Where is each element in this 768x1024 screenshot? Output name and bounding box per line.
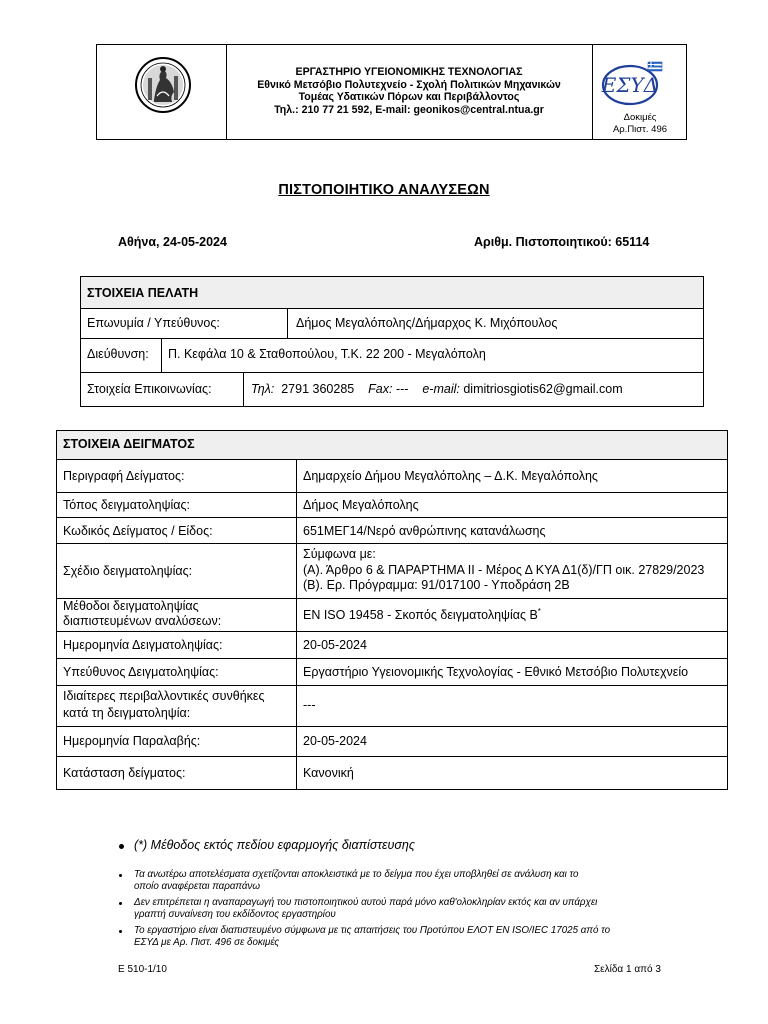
note-item (134, 897, 597, 921)
client-name-value: Δήμος Μεγαλόπολης/Δήμαρχος Κ. Μιχόπουλος (296, 316, 558, 330)
lab-contact: Τηλ.: 210 77 21 592, E-mail: geonikos@central.ntua.gr (274, 103, 544, 116)
value-line: Σύμφωνα με: (303, 547, 376, 561)
sample-row-label: Κατάσταση δείγματος: (63, 766, 186, 780)
label-line: κατά τη δειγματοληψία: (63, 706, 191, 720)
accreditation-number: Αρ.Πιστ. 496 (612, 124, 668, 135)
note-line: γραπτή συναίνεση του εκδίδοντος εργαστηρίου (134, 909, 336, 920)
table-rule (80, 308, 704, 309)
sample-row-label: Σχέδιο δειγματοληψίας: (63, 564, 193, 578)
label-line: Μέθοδοι δειγματοληψίας (63, 599, 199, 613)
sample-row-label (63, 599, 221, 629)
value-line: (Α). Άρθρο 6 & ΠΑΡΑΡΤΗΜΑ ΙΙ - Μέρος Δ ΚΥΑ Δ1(δ)/ΓΠ οικ. 27829/2023 (303, 562, 705, 577)
sample-row-value (303, 547, 704, 594)
table-rule (161, 338, 162, 372)
sample-row-value: 20-05-2024 (303, 638, 367, 652)
bullet-icon (119, 844, 124, 849)
table-rule (56, 631, 728, 632)
table-rule (56, 726, 728, 727)
note-line: ΕΣΥΔ με Αρ. Πιστ. 496 σε δοκιμές (134, 937, 280, 948)
sample-row-value: Δημαρχείο Δήμου Μεγαλόπολης – Δ.Κ. Μεγαλόπολης (303, 469, 598, 483)
institution-name: Εθνικό Μετσόβιο Πολυτεχνείο - Σχολή Πολιτικών Μηχανικών (257, 78, 561, 91)
table-rule (56, 517, 728, 518)
client-section-title: ΣΤΟΙΧΕΙΑ ΠΕΛΑΤΗ (87, 286, 199, 300)
sample-row-label: Περιγραφή Δείγματος: (63, 469, 185, 483)
method-note: (*) Μέθοδος εκτός πεδίου εφαρμογής διαπίστευσης (134, 838, 415, 852)
client-contact-value (251, 382, 623, 396)
sample-row-value (303, 607, 541, 622)
client-address-value: Π. Κεφάλα 10 & Σταθοπούλου, Τ.Κ. 22 200 - Μεγαλόπολη (168, 347, 486, 361)
accreditation-caption: Δοκιμές (623, 112, 657, 123)
sample-row-value: --- (303, 698, 316, 712)
lab-name: ΕΡΓΑΣΤΗΡΙΟ ΥΓΕΙΟΝΟΜΙΚΗΣ ΤΕΧΝΟΛΟΓΙΑΣ (295, 66, 523, 78)
sample-row-value: Δήμος Μεγαλόπολης (303, 498, 419, 512)
fax-value: --- (395, 382, 409, 396)
department-name: Τομέας Υδατικών Πόρων και Περιβάλλοντος (298, 91, 520, 104)
page-number: Σελίδα 1 από 3 (594, 964, 661, 975)
letterhead-divider (226, 44, 227, 140)
table-rule (287, 308, 288, 338)
tel-label: Τηλ: (251, 382, 275, 396)
lab-identity-block (228, 66, 590, 116)
sample-row-value: Εργαστήριο Υγειονομικής Τεχνολογίας - Εθνικό Μετσόβιο Πολυτεχνείο (303, 665, 689, 679)
sample-row-value: 20-05-2024 (303, 734, 367, 748)
note-line: Το εργαστήριο είναι διαπιστευμένο σύμφωνα με τις απαιτήσεις του Προτύπου ΕΛΟΤ ΕΝ ISO/IEC 17025 από το (134, 925, 611, 936)
accreditation-caption-block (594, 112, 686, 136)
form-code: E 510-1/10 (118, 964, 167, 975)
table-rule (56, 685, 728, 686)
note-item (134, 869, 579, 893)
bullet-icon (119, 874, 122, 877)
sample-row-value: 651ΜΕΓ14/Νερό ανθρώπινης κατανάλωσης (303, 524, 546, 538)
sample-row-label: Κωδικός Δείγματος / Είδος: (63, 524, 213, 538)
esyd-logo-text: ΕΣΥΔ (601, 73, 659, 97)
note-line: Τα ανωτέρω αποτελέσματα σχετίζονται αποκλειστικά με το δείγμα που έχει υποβληθεί σε ανάλυση και το (134, 869, 579, 880)
sample-row-label: Ημερομηνία Δειγματοληψίας: (63, 638, 223, 652)
sample-row-label: Υπεύθυνος Δειγματοληψίας: (63, 665, 219, 679)
fax-label: Fax: (368, 382, 393, 396)
client-address-label: Διεύθυνση: (87, 347, 149, 361)
sample-section-title: ΣΤΟΙΧΕΙΑ ΔΕΙΓΜΑΤΟΣ (63, 437, 195, 451)
document-title: ΠΙΣΤΟΠΟΙΗΤΙΚΟ ΑΝΑΛΥΣΕΩΝ (278, 182, 490, 198)
method-footnote-mark: * (537, 607, 541, 616)
certificate-number: Αριθμ. Πιστοποιητικού: 65114 (474, 235, 650, 249)
esyd-accreditation-logo (600, 60, 666, 106)
table-rule (243, 372, 244, 407)
table-rule (296, 459, 297, 790)
table-rule (56, 459, 728, 460)
label-line: διαπιστευμένων αναλύσεων: (63, 614, 222, 628)
sample-row-label: Ημερομηνία Παραλαβής: (63, 734, 201, 748)
table-rule (56, 756, 728, 757)
method-value: EN ISO 19458 - Σκοπός δειγματοληψίας Β (303, 608, 538, 623)
table-rule (80, 338, 704, 339)
sample-row-value: Κανονική (303, 766, 354, 780)
note-line: Δεν επιτρέπεται η αναπαραγωγή του πιστοποιητικού αυτού παρά μόνο καθ'ολοκληρίαν εκτός και αν υπάρχει (134, 897, 598, 908)
table-rule (56, 543, 728, 544)
note-item (134, 925, 610, 949)
sample-row-label (63, 688, 265, 722)
bullet-icon (119, 902, 122, 905)
label-line: Ιδιαίτερες περιβαλλοντικές συνθήκες (63, 689, 265, 703)
table-rule (56, 658, 728, 659)
client-name-label: Επωνυμία / Υπεύθυνος: (87, 316, 220, 330)
tel-value: 2791 360285 (281, 382, 355, 396)
client-contact-label: Στοιχεία Επικοινωνίας: (87, 382, 212, 396)
letterhead-divider (592, 44, 593, 140)
bullet-icon (119, 930, 122, 933)
email-label: e-mail: (422, 382, 460, 396)
table-rule (56, 492, 728, 493)
value-line: (Β). Ερ. Πρόγραμμα: 91/017100 - Υποδράση 2Β (303, 578, 570, 592)
university-seal-logo (134, 56, 192, 114)
issue-date: Αθήνα, 24-05-2024 (118, 235, 227, 249)
sample-row-label: Τόπος δειγματοληψίας: (63, 498, 191, 512)
table-rule (80, 372, 704, 373)
email-value: dimitriosgiotis62@gmail.com (463, 382, 623, 396)
note-line: οποίο αναφέρεται παραπάνω (134, 881, 260, 892)
